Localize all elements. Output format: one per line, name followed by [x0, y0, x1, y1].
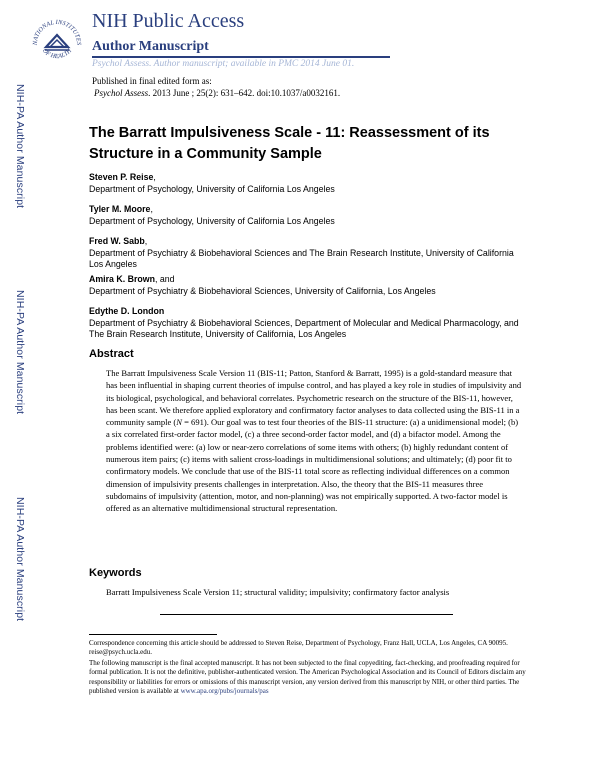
logo-text-top: NATIONAL INSTITUTES — [31, 18, 83, 46]
abstract-heading: Abstract — [89, 348, 134, 360]
author-suffix: , — [153, 172, 156, 182]
sample-size-symbol: N — [176, 417, 182, 428]
author-block — [89, 306, 529, 341]
author-name: Amira K. Brown — [89, 274, 155, 284]
nih-public-access-title: NIH Public Access — [92, 10, 245, 32]
author-affiliation: Department of Psychology, University of California Los Angeles — [89, 183, 335, 194]
author-name: Edythe D. London — [89, 306, 165, 316]
author-name: Fred W. Sabb — [89, 236, 145, 246]
correspondence-footnote: Correspondence concerning this article should be addressed to Steven Reise, Department of Psychology, Franz Hall, UCLA, Los Angeles, CA 90095. reise@psych.ucla.edu. — [89, 639, 508, 657]
abstract-part-1: The Barratt Impulsiveness Scale Version 11 (BIS-11; Patton, Stanford & Barratt, 1995) is a gold-standard measure that has been influential in shaping current theories of impulse control, and has played a key role in studies of impulsivity and its biological, psychological, and behavioral correlates. Psychometric research on the structure of the BIS-11, however, has been scant. We therefore applied exploratory and confirmatory factor analyses to data collected using the BIS-11 in a community sample ( — [106, 368, 522, 428]
author-block — [89, 236, 529, 271]
side-label-bottom: NIH-PA Author Manuscript — [14, 497, 26, 622]
abstract-part-2: = 691). Our goal was to test four theories of the BIS-11 structure: (a) a unidimensional model; (b) a six correlated first-order factor model, (c) a three second-order factor model, and (d) a bifactor model. Among the problems identified were: (a) low or near-zero correlations of some items with others; (b) highly redundant content of numerous item pairs; (c) items with salient cross-loadings in multidimensional solutions; and ultimately; (d) poor fit to confirmatory models. We conclude that use of the BIS-11 total score as reflecting individual differences on a common dimension of impulsivity presents challenges in interpretation. Also, the theory that the BIS-11 measures three subdomains of impulsivity (attention, motor, and non-planning) was not empirically supported. A two-factor model is offered as an alternative multidimensional structural representation. — [106, 417, 519, 514]
author-name: Tyler M. Moore — [89, 204, 151, 214]
author-suffix: , and — [155, 274, 175, 284]
keywords-text: Barratt Impulsiveness Scale Version 11; structural validity; impulsivity; confirmatory factor analysis — [106, 587, 450, 597]
keywords-divider — [160, 614, 453, 615]
side-label-top: NIH-PA Author Manuscript — [14, 84, 26, 209]
citation-line — [92, 87, 340, 99]
author-affiliation: Department of Psychiatry & Biobehavioral Sciences and The Brain Research Institute, University of California Los Angeles — [89, 247, 514, 269]
publication-info — [92, 75, 340, 99]
author-block — [89, 172, 529, 195]
journal-name: Psychol Assess — [94, 88, 149, 98]
disclaimer-text: The following manuscript is the final accepted manuscript. It has not been subjected to the final copyediting, fact-checking, and proofreading required for formal publication. It is not the definitive, publisher-authenticated version. The American Psychological Association and its Council of Editors disclaim any responsibility or liabilities for errors or omissions of this manuscript version, any version derived from this manuscript by NIH, or other third parties. The published version is available at — [89, 659, 526, 695]
svg-text:OF HEALTH — [41, 47, 74, 60]
author-suffix: , — [150, 204, 153, 214]
keywords-heading: Keywords — [89, 567, 142, 579]
availability-note: Psychol Assess. Author manuscript; available in PMC 2014 June 01. — [92, 59, 355, 69]
disclaimer-footnote — [89, 659, 529, 696]
author-suffix: , — [144, 236, 148, 246]
author-name: Steven P. Reise — [89, 172, 154, 182]
logo-text-bottom: OF HEALTH — [40, 47, 74, 61]
abstract-text — [106, 367, 522, 515]
side-label-middle: NIH-PA Author Manuscript — [14, 290, 26, 415]
paper-title: The Barratt Impulsiveness Scale - 11: Reassessment of its Structure in a Community Sample — [89, 125, 490, 162]
author-block — [89, 274, 529, 297]
author-block — [89, 204, 529, 227]
author-affiliation: Department of Psychiatry & Biobehavioral Sciences, University of California, Los Angeles — [89, 285, 436, 296]
svg-text:NATIONAL INSTITUTES — [32, 19, 82, 46]
author-manuscript-subtitle: Author Manuscript — [92, 39, 209, 54]
author-affiliation: Department of Psychiatry & Biobehavioral Sciences, Department of Molecular and Medical Pharmacology, and The Brain Research Institute, University of California, Los Angeles — [89, 317, 519, 339]
published-version-link[interactable]: www.apa.org/pubs/journals/pas — [180, 686, 269, 695]
footnote-divider — [89, 634, 217, 635]
published-line: Published in final edited form as: — [92, 76, 212, 86]
nih-hhs-seal-icon — [28, 13, 86, 71]
author-affiliation: Department of Psychology, University of California Los Angeles — [89, 215, 335, 226]
banner-divider — [92, 56, 390, 58]
citation-details: . 2013 June ; 25(2): 631–642. doi:10.1037/a0032161. — [148, 88, 341, 98]
